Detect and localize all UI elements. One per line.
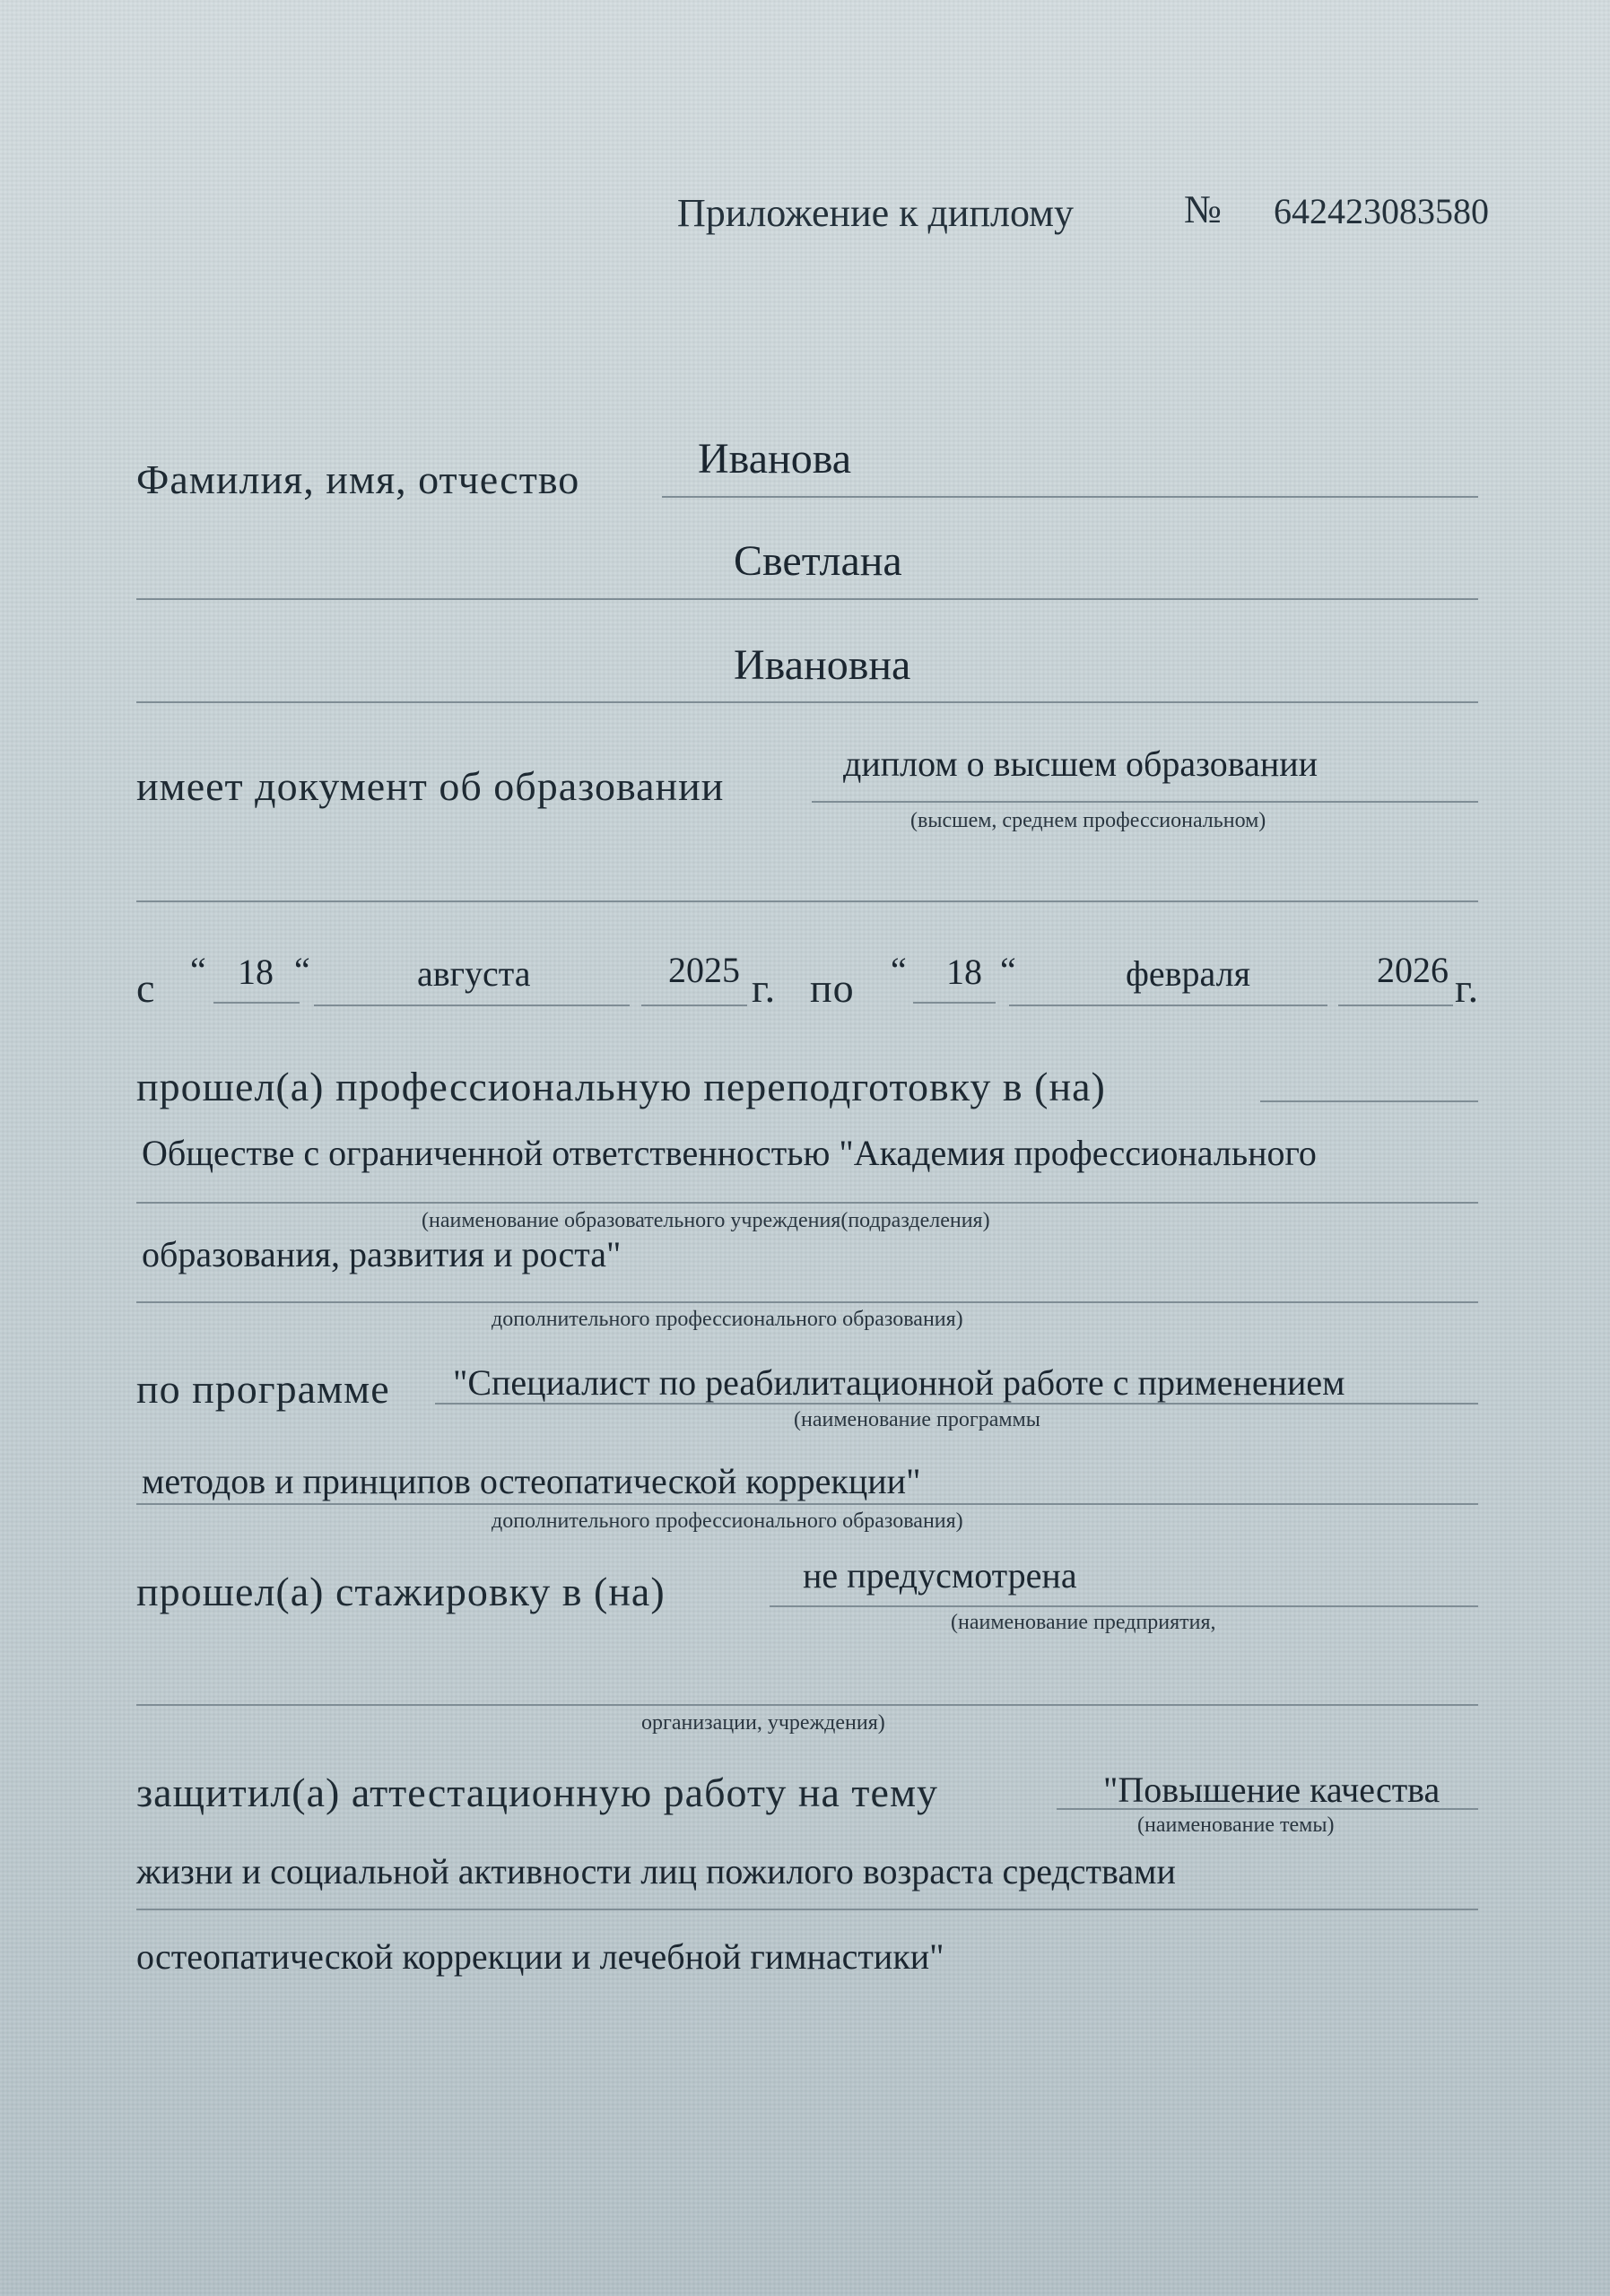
- period-to-year-line: [1338, 1004, 1453, 1006]
- period-from-prefix: с: [136, 965, 156, 1011]
- thesis-line2-rule: [136, 1909, 1478, 1910]
- diploma-number: 642423083580: [1274, 191, 1489, 231]
- fio-name: Светлана: [734, 537, 902, 585]
- thesis-line2: жизни и социальной активности лиц пожилого возраста средствами: [136, 1851, 1176, 1892]
- period-from-year: 2025: [668, 950, 740, 990]
- program-line1: "Специалист по реабилитационной работе с применением: [453, 1362, 1345, 1403]
- period-from-month: августа: [417, 953, 531, 994]
- internship-caption1: (наименование предприятия,: [951, 1611, 1216, 1634]
- thesis-caption: (наименование темы): [1137, 1813, 1335, 1837]
- thesis-line1-rule: [1057, 1808, 1478, 1810]
- period-to-day-line: [913, 1002, 996, 1004]
- period-to-month-line: [1009, 1004, 1327, 1006]
- program-label: по программе: [136, 1366, 390, 1412]
- thesis-line3: остеопатической коррекции и лечебной гимнастики": [136, 1936, 944, 1977]
- thesis-label: защитил(а) аттестационную работу на тему: [136, 1770, 939, 1815]
- period-to-quote-open: “: [891, 950, 907, 990]
- period-to-year: 2026: [1377, 950, 1449, 990]
- internship-value: не предусмотрена: [803, 1555, 1077, 1596]
- retraining-caption2: дополнительного профессионального образования): [492, 1308, 963, 1331]
- education-caption: (высшем, среднем профессиональном): [910, 809, 1266, 832]
- fio-surname-line: [662, 496, 1478, 498]
- fio-label: Фамилия, имя, отчество: [136, 457, 580, 502]
- period-to-year-suffix: г.: [1455, 965, 1480, 1011]
- retraining-label-line: [1260, 1100, 1478, 1102]
- header-title: Приложение к диплому: [677, 191, 1074, 235]
- period-to-prefix: по: [810, 965, 855, 1011]
- retraining-caption1: (наименование образовательного учреждения(подразделения): [422, 1209, 990, 1232]
- program-line1-rule: [435, 1403, 1478, 1405]
- period-to-day: 18: [946, 952, 982, 992]
- program-line2: методов и принципов остеопатической коррекции": [142, 1461, 921, 1501]
- education-value: диплом о высшем образовании: [843, 744, 1318, 784]
- period-to-month: февраля: [1126, 953, 1251, 994]
- retraining-org-line2-rule: [136, 1301, 1478, 1303]
- internship-extra-line: [136, 1704, 1478, 1706]
- internship-caption2: организации, учреждения): [641, 1711, 885, 1735]
- retraining-org-line1: Обществе с ограниченной ответственностью "Академия профессионального: [142, 1133, 1317, 1173]
- thesis-line1: "Повышение качества: [1103, 1770, 1440, 1810]
- retraining-org-line1-rule: [136, 1202, 1478, 1204]
- period-from-day: 18: [238, 952, 274, 992]
- internship-label: прошел(а) стажировку в (на): [136, 1569, 666, 1614]
- period-from-year-suffix: г.: [752, 965, 777, 1011]
- education-line: [812, 801, 1478, 803]
- period-from-quote-close: “: [294, 950, 310, 990]
- period-from-month-line: [314, 1004, 630, 1006]
- fio-patronymic: Ивановна: [734, 641, 911, 689]
- period-from-quote-open: “: [190, 950, 206, 990]
- retraining-org-line2: образования, развития и роста": [142, 1234, 622, 1274]
- retraining-label: прошел(а) профессиональную переподготовку в (на): [136, 1064, 1106, 1109]
- program-caption1: (наименование программы: [794, 1408, 1040, 1431]
- number-sign: №: [1184, 187, 1222, 231]
- education-extra-line: [136, 900, 1478, 902]
- period-from-year-line: [641, 1004, 747, 1006]
- period-from-day-line: [213, 1002, 300, 1004]
- program-line2-rule: [136, 1503, 1478, 1505]
- program-caption2: дополнительного профессионального образования): [492, 1509, 963, 1533]
- fio-surname: Иванова: [698, 435, 852, 483]
- fio-patronymic-line: [136, 701, 1478, 703]
- education-label: имеет документ об образовании: [136, 763, 725, 809]
- fio-name-line: [136, 598, 1478, 600]
- period-to-quote-close: “: [1000, 950, 1016, 990]
- internship-line: [770, 1605, 1478, 1607]
